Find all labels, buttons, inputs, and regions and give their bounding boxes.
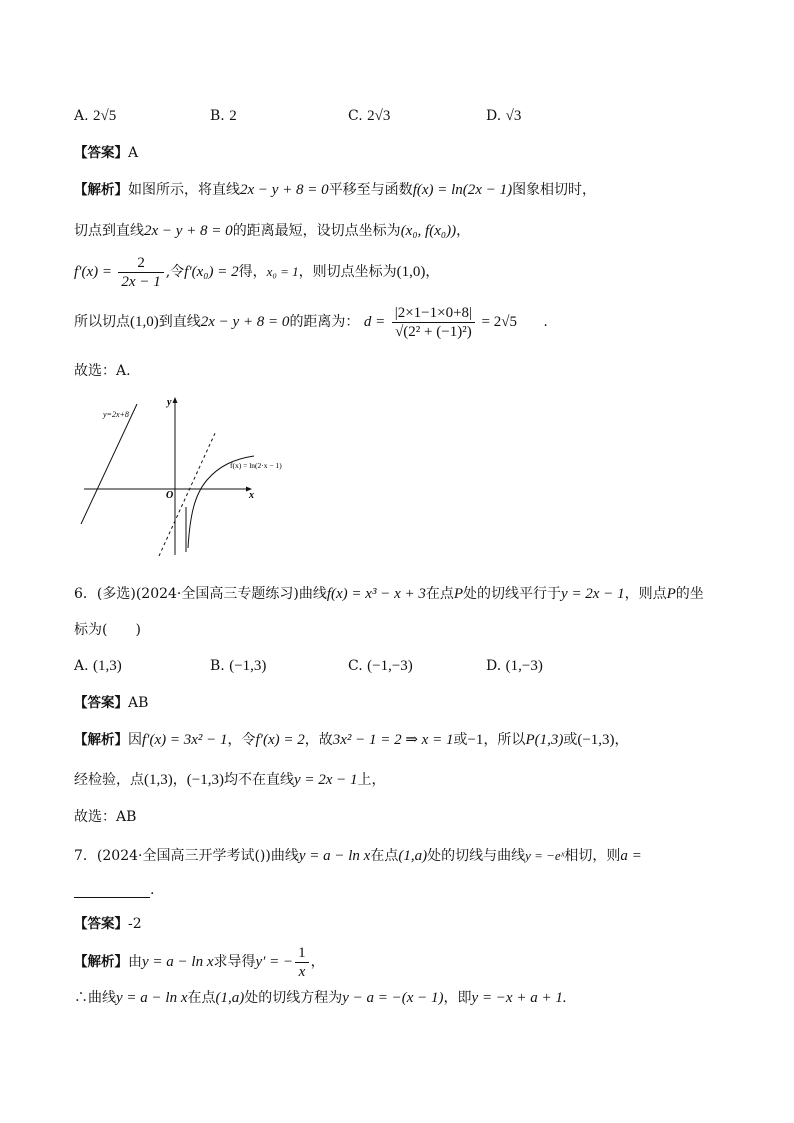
text: ∴曲线 [74,990,116,1006]
text: 标为( ) [74,622,141,638]
fraction-denominator: 2x − 1 [121,273,161,290]
text: 因 [128,732,142,748]
tangent-graph [74,392,304,562]
text: (2024·全国高三开学考试())曲线 [96,848,299,864]
text: ， [310,954,325,970]
text: 切点到直线 [74,223,144,239]
math: P [666,586,676,602]
option-letter: B. [210,108,225,124]
text: 均不在直线 [223,772,294,788]
fraction [118,254,163,291]
text: (多选)(2024·全国高三专题练习)曲线 [96,586,327,602]
distance-fraction [392,304,475,341]
text: ，则点 [624,586,667,602]
math: 2x − y + 8 = 0 [240,182,329,198]
q6-choose [74,807,136,827]
q5-analysis-line-3 [74,252,439,292]
text: ， [425,264,440,280]
text: 所以切点 [74,314,130,330]
answer-value: A [128,145,139,161]
fraction-numerator: |2×1−1×0+8| [392,304,475,323]
q6-answer [74,693,148,713]
option-letter: A. [74,658,89,674]
math: 2x − y + 8 = 0 [200,314,290,330]
answer-value: AB [128,695,149,711]
math: f(x) = ln(2x − 1) [412,182,513,198]
option-value: (−1,3) [229,658,267,674]
text: . [543,314,548,330]
math: y = a − ln x [298,848,371,864]
text: 处的切线方程为 [244,990,343,1006]
answer-tag: 【答案】 [74,145,128,161]
math: x₀ = 1 [266,264,299,279]
text: 由 [128,954,142,970]
text: 故选：AB [74,809,137,825]
q5-analysis-line-2 [74,221,470,241]
text: 在点 [187,990,216,1006]
math: = 2√5 [481,314,517,330]
analysis-tag: 【解析】 [74,954,128,970]
math: (1,3) [144,772,173,788]
math: P [453,586,464,602]
q7-answer [74,914,142,934]
text: ， [614,732,629,748]
option-value: 2√3 [367,108,391,124]
q5-answer [74,143,138,163]
question-number: 7． [74,848,97,864]
q6-option-d [486,656,543,676]
text: 或 [563,732,578,748]
text: ，故 [304,732,333,748]
option-letter: D. [486,658,502,674]
math: (x₀, f(x₀)) [400,223,457,239]
option-letter: A. [74,108,89,124]
math: −1 [467,732,484,748]
math: (−1,3) [577,732,615,748]
math: y = a − ln x [116,990,188,1006]
text: 在点 [370,848,399,864]
text: ,令 [165,264,185,280]
math: (1,0) [396,264,426,280]
math: (1,a) [215,990,245,1006]
question-number: 6． [74,586,97,602]
text: ， [456,223,471,239]
math: (1,a) [398,848,428,864]
math: a = [620,848,642,864]
curve-label: f(x) = ln(2·x − 1) [230,461,282,470]
text: 到直线 [158,314,201,330]
math: y = a − ln x [142,954,214,970]
q7-stem-line-2 [74,880,154,900]
text: 处的切线与曲线 [427,848,526,864]
text: . [150,882,155,898]
text: 在点 [425,586,454,602]
text: 或 [453,732,468,748]
y-axis-label: y [167,397,172,408]
q5-analysis-line-4 [74,298,548,346]
answer-tag: 【答案】 [74,916,128,932]
text: 的距离最短，设切点坐标为 [232,223,401,239]
analysis-tag: 【解析】 [74,732,128,748]
text: 相切，则 [564,848,621,864]
option-letter: C. [348,108,363,124]
math: y = 2x − 1 [293,772,358,788]
answer-value: -2 [128,916,142,932]
math: P(1,3) [525,732,564,748]
math: d = [363,314,386,330]
math: y′ = − [255,954,294,970]
fraction [295,944,309,981]
math: f(x) = x³ − x + 3 [326,586,426,602]
fraction-denominator: √(2² + (−1)²) [395,323,472,340]
text: 处的切线平行于 [463,586,562,602]
option-letter: B. [210,658,225,674]
q5-choose [74,361,131,381]
fraction-numerator: 2 [118,254,163,273]
q5-option-b [210,106,237,126]
q5-analysis-line-1 [74,180,596,200]
text: 平移至与函数 [328,182,413,198]
q6-stem-line-1 [74,584,704,604]
math: f′(x) = 2 [255,732,305,748]
text: 图象相切时， [512,182,597,198]
text: ，即 [443,990,472,1006]
text: 故选：A. [74,363,131,379]
line-y-2x-plus-8 [81,404,137,524]
text: 得， [238,264,267,280]
text: 求导得 [213,954,256,970]
analysis-tag: 【解析】 [74,182,128,198]
math: y − a = −(x − 1) [342,990,444,1006]
option-value: √3 [505,108,522,124]
math: y = −eˣ [525,848,565,863]
text: ，令 [227,732,256,748]
q7-analysis-line-2 [74,988,567,1008]
origin-label: O [166,490,174,501]
q6-option-a [74,656,122,676]
option-letter: C. [348,658,363,674]
text: 经检验，点 [74,772,144,788]
q5-option-c [348,106,390,126]
q7-stem-line-1 [74,846,642,866]
q7-analysis-line-1 [74,942,325,982]
q6-option-b [210,656,266,676]
q6-analysis-line-1 [74,730,629,750]
math: f′(x₀) = 2 [184,264,239,280]
text: 上， [357,772,386,788]
text: 如图所示，将直线 [128,182,240,198]
q5-option-a [74,106,116,126]
math: 2x − y + 8 = 0 [144,223,233,239]
y-axis-arrow [173,397,178,403]
option-value: (1,3) [93,658,122,674]
fraction-numerator: 1 [295,944,309,963]
x-axis-label: x [249,490,254,501]
line-label: y=2x+8 [103,410,129,419]
text: ，所以 [483,732,526,748]
math: 3x² − 1 = 2 ⇒ x = 1 [332,732,454,748]
q5-option-d [486,106,521,126]
math: y = −x + a + 1. [471,990,567,1006]
math: (1,0) [130,314,159,330]
math: f′(x) = 3x² − 1 [142,732,228,748]
text: 的距离为： [289,314,360,330]
text: ，则切点坐标为 [298,264,397,280]
answer-blank[interactable] [74,883,150,898]
math: f′(x) = [74,264,112,280]
option-value: (−1,−3) [367,658,413,674]
q6-analysis-line-2 [74,770,386,790]
math: (−1,3) [186,772,224,788]
answer-tag: 【答案】 [74,695,128,711]
fraction-denominator: x [298,963,306,980]
option-value: 2 [229,108,237,124]
math: y = 2x − 1 [561,586,625,602]
option-letter: D. [486,108,502,124]
option-value: (1,−3) [505,658,543,674]
text: 的坐 [675,586,704,602]
text: ， [172,772,187,788]
q6-option-c [348,656,413,676]
q6-stem-line-2 [74,620,141,640]
option-value: 2√5 [93,108,117,124]
